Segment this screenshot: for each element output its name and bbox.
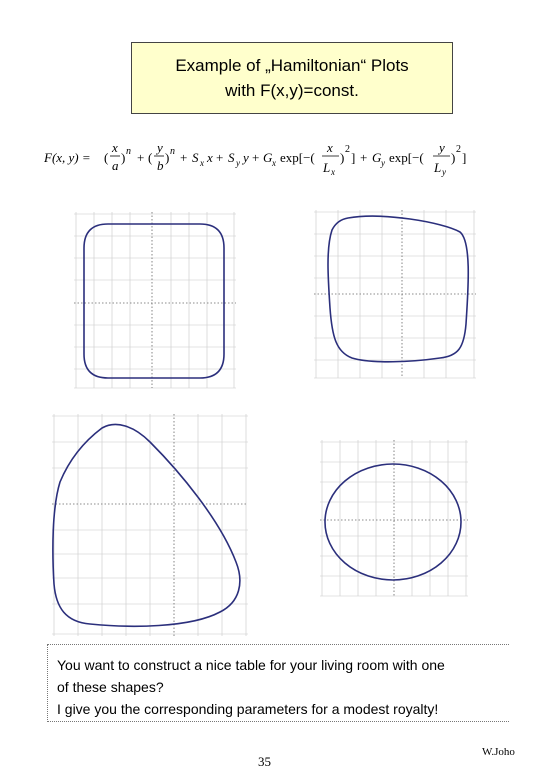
frac-den-ly-sub: y xyxy=(442,167,446,177)
curve xyxy=(328,216,468,362)
sx-symbol: S xyxy=(192,150,199,165)
plot-grid xyxy=(74,212,236,388)
curve xyxy=(53,424,240,626)
plot-rounded-triangle xyxy=(50,412,250,638)
curve xyxy=(84,224,224,378)
exp-x: exp[−( xyxy=(280,150,315,165)
formula-lhs: F(x, y) = xyxy=(44,150,91,165)
paren-open-1: ( xyxy=(104,150,109,165)
sy-sub: y xyxy=(236,158,240,168)
square-y: 2 xyxy=(456,144,461,155)
plus-2: + xyxy=(180,150,188,165)
frac-num-y: y xyxy=(157,140,163,155)
gx-sub: x xyxy=(272,158,276,168)
plus-3: + xyxy=(216,150,224,165)
gx-symbol: G xyxy=(263,150,273,165)
exp-y: exp[−( xyxy=(389,150,424,165)
paren-close-1: ) xyxy=(121,150,126,165)
page-number: 35 xyxy=(258,754,271,769)
note-line-1: You want to construct a nice table for your living room with one xyxy=(57,657,445,673)
bracket-y: ] xyxy=(462,150,467,165)
plot-tilted-square xyxy=(312,208,478,380)
hamiltonian-formula xyxy=(44,138,504,188)
royalty-note xyxy=(47,644,509,722)
frac-den-lx: L xyxy=(323,160,331,175)
frac-den-lx-sub: x xyxy=(331,167,335,177)
gy-sub: y xyxy=(381,158,385,168)
plus-5: + xyxy=(360,150,368,165)
plot-rounded-square xyxy=(72,210,238,390)
paren-close-2: ) xyxy=(165,150,170,165)
sx-sub: x xyxy=(200,158,204,168)
plus-1: + xyxy=(137,150,145,165)
frac-den-a: a xyxy=(112,158,119,173)
frac-den-b: b xyxy=(157,158,164,173)
plot-axes xyxy=(74,212,236,388)
frac-num-y2: y xyxy=(439,140,445,155)
frac-num-x: x xyxy=(112,140,118,155)
paren-close-x: ) xyxy=(340,150,345,165)
frac-num-x2: x xyxy=(327,140,333,155)
frac-den-ly: L xyxy=(434,160,442,175)
square-x: 2 xyxy=(345,144,350,155)
note-line-2: of these shapes? xyxy=(57,679,164,695)
exp-n-1: n xyxy=(126,146,131,157)
bracket-x: ] xyxy=(351,150,356,165)
title-line-2: with F(x,y)=const. xyxy=(225,81,359,100)
gy-symbol: G xyxy=(372,150,382,165)
sx-x: x xyxy=(207,150,213,165)
title-line-1: Example of „Hamiltonian“ Plots xyxy=(175,56,409,75)
sy-symbol: S xyxy=(228,150,235,165)
author-name: W.Joho xyxy=(482,746,515,758)
sy-y: y xyxy=(243,150,249,165)
title-box xyxy=(131,42,453,114)
exp-n-2: n xyxy=(170,146,175,157)
plot-circle xyxy=(318,438,470,598)
plus-4: + xyxy=(252,150,260,165)
note-line-3: I give you the corresponding parameters for a modest royalty! xyxy=(57,701,439,717)
paren-close-y: ) xyxy=(451,150,456,165)
paren-open-2: ( xyxy=(148,150,153,165)
curve xyxy=(325,464,461,580)
